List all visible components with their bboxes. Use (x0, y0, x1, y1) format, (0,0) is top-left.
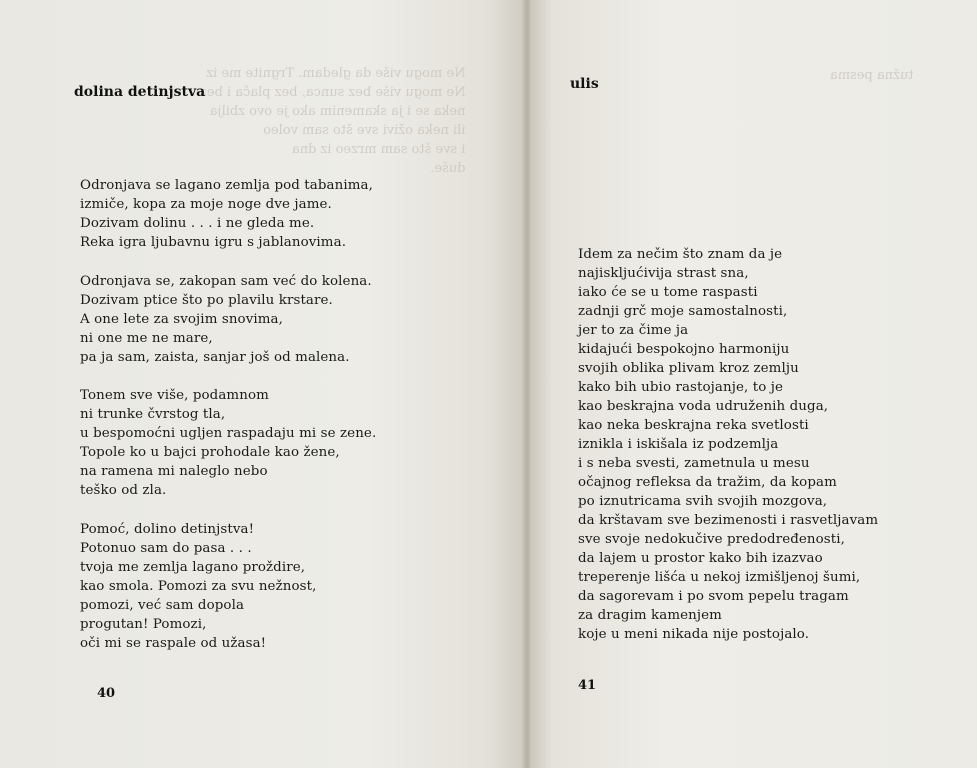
poem-line: kidajući bespokojno harmoniju (578, 342, 790, 357)
poem-line: kao smola. Pomozi za svu nežnost, (80, 578, 317, 594)
poem-line: Topole ko u bajci prohodale kao žene, (80, 445, 340, 460)
poem-line: tvoja me zemlja lagano proždire, (80, 559, 306, 575)
poem-title: dolina detinjstva (74, 84, 206, 100)
poem-line: oči mi se raspale od užasa! (80, 635, 267, 651)
poem-body (578, 245, 878, 644)
poem-line: očajnog refleksa da tražim, da kopam (578, 475, 837, 490)
poem-line: koje u meni nikada nije postojalo. (578, 627, 810, 642)
poem-line: pa ja sam, zaista, sanjar još od malena. (80, 349, 350, 365)
poem-line: po iznutricama svih svojih mozgova, (578, 494, 828, 509)
poem-line: kako bih ubio rastojanje, to je (578, 380, 783, 395)
poem-line: i s neba svesti, zametnula u mesu (578, 456, 810, 471)
poem-line: jer to za čime ja (578, 323, 689, 338)
poem-line: sve svoje nedokučive predodređenosti, (578, 532, 846, 547)
poem-line: svojih oblika plivam kroz zemlju (578, 361, 799, 376)
poem-line: da krštavam sve bezimenosti i rasvetljavam (578, 513, 879, 528)
poem-line: iako će se u tome raspasti (578, 285, 758, 300)
poem-line: kao neka beskrajna reka svetlosti (578, 418, 809, 433)
poem-line: izmiče, kopa za moje noge dve jame. (80, 197, 332, 212)
poem-line: Pomoć, dolino detinjstva! (80, 521, 255, 537)
poem-line: teško od zla. (80, 483, 167, 498)
poem-line: progutan! Pomozi, (80, 616, 207, 632)
poem-body (80, 176, 376, 653)
show-through-text: Ne mogu više da gledam. Trgnite me iz Ne mogu više bez sunca, bez plača i bez neka se i ja skamenim ako je ovo zbilja ili neka oživi sve što sam voleo i sve što sam mrzeo iz dna duše. (200, 66, 466, 176)
poem-line: ni one me ne mare, (80, 330, 213, 346)
poem-line: da lajem u prostor kako bih izazvao (578, 551, 823, 566)
poem-line: ni trunke čvrstog tla, (80, 407, 226, 422)
poem-line: pomozi, već sam dopola (80, 597, 245, 613)
poem-line: Odronjava se, zakopan sam već do kolena. (80, 273, 372, 289)
poem-line: Dozivam ptice što po plavilu krstare. (80, 292, 333, 308)
right-page (530, 0, 977, 768)
poem-line: na ramena mi naleglo nebo (80, 464, 268, 479)
page-number: 41 (578, 678, 597, 693)
poem-line: iznikla i iskišala iz podzemlja (578, 437, 779, 452)
page-number: 40 (97, 686, 116, 701)
poem-line: u bespomoćni ugljen raspadaju mi se zene. (80, 426, 377, 441)
poem-line: da sagorevam i po svom pepelu tragam (578, 589, 849, 604)
poem-line: kao beskrajna voda udruženih duga, (578, 399, 829, 414)
poem-line: Reka igra ljubavnu igru s jablanovima. (80, 235, 347, 250)
stanza (80, 176, 376, 252)
poem-line: najiskljućivija strast sna, (578, 266, 749, 281)
poem-line: Odronjava se lagano zemlja pod tabanima, (80, 178, 373, 193)
poem-line: Dozivam dolinu . . . i ne gleda me. (80, 216, 315, 231)
show-through-text: tužna pesma (830, 68, 914, 83)
poem-line: zadnji grč moje samostalnosti, (578, 304, 788, 319)
stanza (80, 386, 376, 500)
poem-line: Idem za nečim što znam da je (578, 247, 783, 262)
poem-title: ulis (570, 76, 599, 92)
poem-line: za dragim kamenjem (578, 608, 722, 623)
poem-line: treperenje lišća u nekoj izmišljenoj šumi, (578, 570, 861, 585)
poem-line: Tonem sve više, podamnom (80, 388, 269, 403)
stanza (80, 272, 376, 367)
stanza (80, 520, 376, 653)
poem-line: Potonuo sam do pasa . . . (80, 540, 252, 556)
poem-line: A one lete za svojim snovima, (80, 311, 283, 327)
